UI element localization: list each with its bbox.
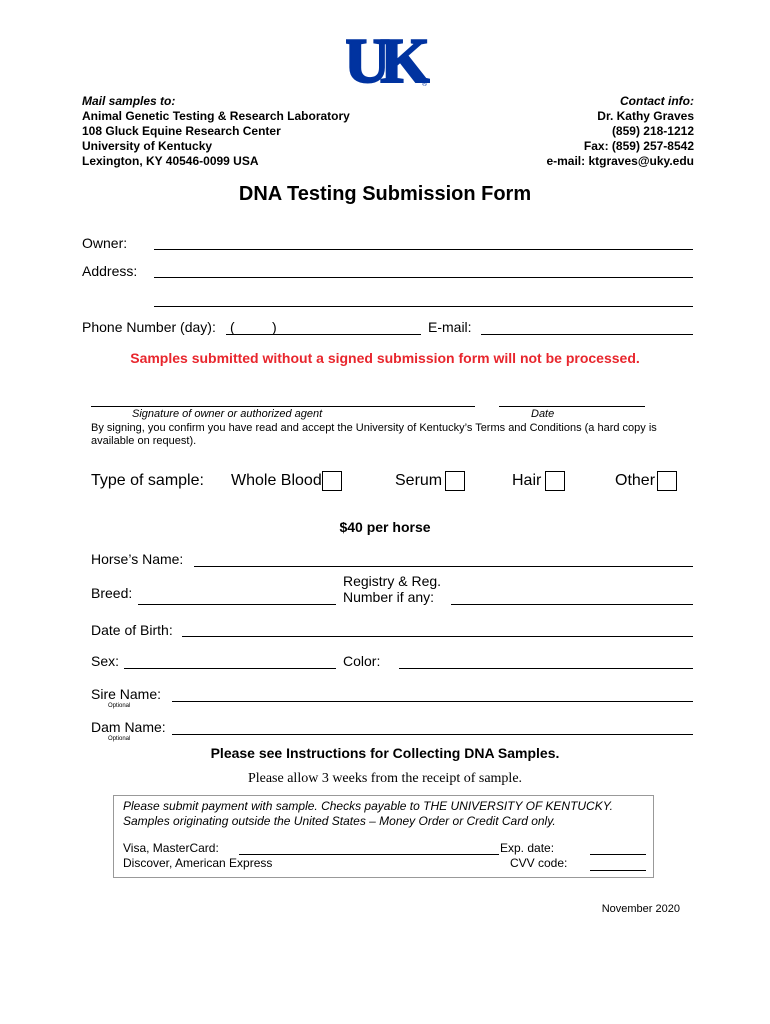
price-text: $40 per horse — [339, 519, 431, 535]
cards-label-1: Visa, MasterCard: — [123, 841, 219, 855]
signature-caption: Signature of owner or authorized agent — [132, 408, 323, 420]
terms-text: By signing, you confirm you have read and accept the University of Kentucky’s Terms and Conditions (a hard copy is available on request). — [91, 422, 657, 447]
dam-name-field[interactable] — [172, 734, 693, 735]
logo-letters: UK — [346, 26, 420, 90]
other-label: Other — [615, 472, 656, 489]
contact-line: e-mail: ktgraves@uky.edu — [546, 154, 694, 168]
dam-optional-note: Optional — [108, 736, 131, 742]
uk-logo-mark — [346, 26, 430, 90]
mail-line: Lexington, KY 40546-0099 USA — [82, 154, 259, 168]
payment-line-1: Please submit payment with sample. Checks payable to THE UNIVERSITY OF KENTUCKY. — [123, 799, 613, 813]
date-caption: Date — [531, 408, 555, 420]
mail-line: University of Kentucky — [82, 139, 213, 153]
phone-paren-open: ( — [230, 319, 235, 335]
registry-field[interactable] — [451, 604, 693, 605]
card-number-field[interactable] — [239, 854, 499, 855]
owner-label: Owner: — [82, 235, 128, 251]
form-title: DNA Testing Submission Form — [238, 183, 532, 205]
allow-weeks-text: Please allow 3 weeks from the receipt of sample. — [247, 771, 523, 786]
footer-date: November 2020 — [601, 903, 680, 915]
contact-line: (859) 218-1212 — [611, 124, 694, 138]
breed-label: Breed: — [91, 585, 133, 601]
cvv-label: CVV code: — [510, 856, 568, 870]
phone-field[interactable] — [226, 334, 421, 335]
whole-blood-label: Whole Blood — [231, 472, 322, 489]
sire-name-field[interactable] — [172, 701, 693, 702]
sire-name-label: Sire Name: — [91, 686, 162, 702]
contact-line: Fax: (859) 257-8542 — [583, 139, 694, 153]
horse-name-field[interactable] — [194, 566, 693, 567]
hair-checkbox[interactable] — [545, 471, 565, 491]
owner-field[interactable] — [154, 249, 693, 250]
warning-text: Samples submitted without a signed submission form will not be processed. — [130, 350, 640, 366]
exp-date-field[interactable] — [590, 854, 646, 855]
sex-field[interactable] — [124, 668, 336, 669]
color-label: Color: — [343, 653, 381, 669]
breed-field[interactable] — [138, 604, 336, 605]
instructions-text: Please see Instructions for Collecting DNA Samples. — [210, 745, 560, 761]
phone-paren-close: ) — [272, 319, 277, 335]
hair-label: Hair — [512, 472, 542, 489]
sex-label: Sex: — [91, 653, 120, 669]
date-field[interactable] — [499, 406, 645, 407]
exp-date-label: Exp. date: — [500, 841, 555, 855]
horse-name-label: Horse’s Name: — [91, 551, 184, 567]
color-field[interactable] — [399, 668, 693, 669]
email-label: E-mail: — [428, 319, 472, 335]
contact-heading: Contact info: — [620, 94, 694, 108]
registry-label-1: Registry & Reg. — [343, 573, 442, 589]
logo-trademark: ® — [422, 81, 428, 88]
registry-label-2: Number if any: — [343, 589, 435, 605]
cvv-field[interactable] — [590, 870, 646, 871]
cards-label-2: Discover, American Express — [123, 856, 273, 870]
payment-line-2: Samples originating outside the United States – Money Order or Credit Card only. — [123, 814, 556, 828]
uk-logo — [346, 26, 430, 90]
signature-field[interactable] — [91, 406, 475, 407]
mail-line: Animal Genetic Testing & Research Laboratory — [82, 109, 350, 123]
address-label: Address: — [82, 263, 138, 279]
other-checkbox[interactable] — [657, 471, 677, 491]
email-field[interactable] — [481, 334, 693, 335]
payment-box — [113, 795, 654, 878]
serum-label: Serum — [395, 472, 443, 489]
address-field-2[interactable] — [154, 306, 693, 307]
dob-field[interactable] — [182, 636, 693, 637]
serum-checkbox[interactable] — [445, 471, 465, 491]
phone-label: Phone Number (day): — [82, 319, 216, 335]
mail-heading: Mail samples to: — [82, 94, 176, 108]
contact-line: Dr. Kathy Graves — [597, 109, 694, 123]
mail-line: 108 Gluck Equine Research Center — [82, 124, 281, 138]
whole-blood-checkbox[interactable] — [322, 471, 342, 491]
sire-optional-note: Optional — [108, 703, 131, 709]
dam-name-label: Dam Name: — [91, 719, 166, 735]
sample-type-label: Type of sample: — [91, 472, 204, 489]
contact-block — [460, 94, 694, 169]
address-field-1[interactable] — [154, 277, 693, 278]
mail-address-block — [82, 94, 402, 169]
dob-label: Date of Birth: — [91, 622, 173, 638]
